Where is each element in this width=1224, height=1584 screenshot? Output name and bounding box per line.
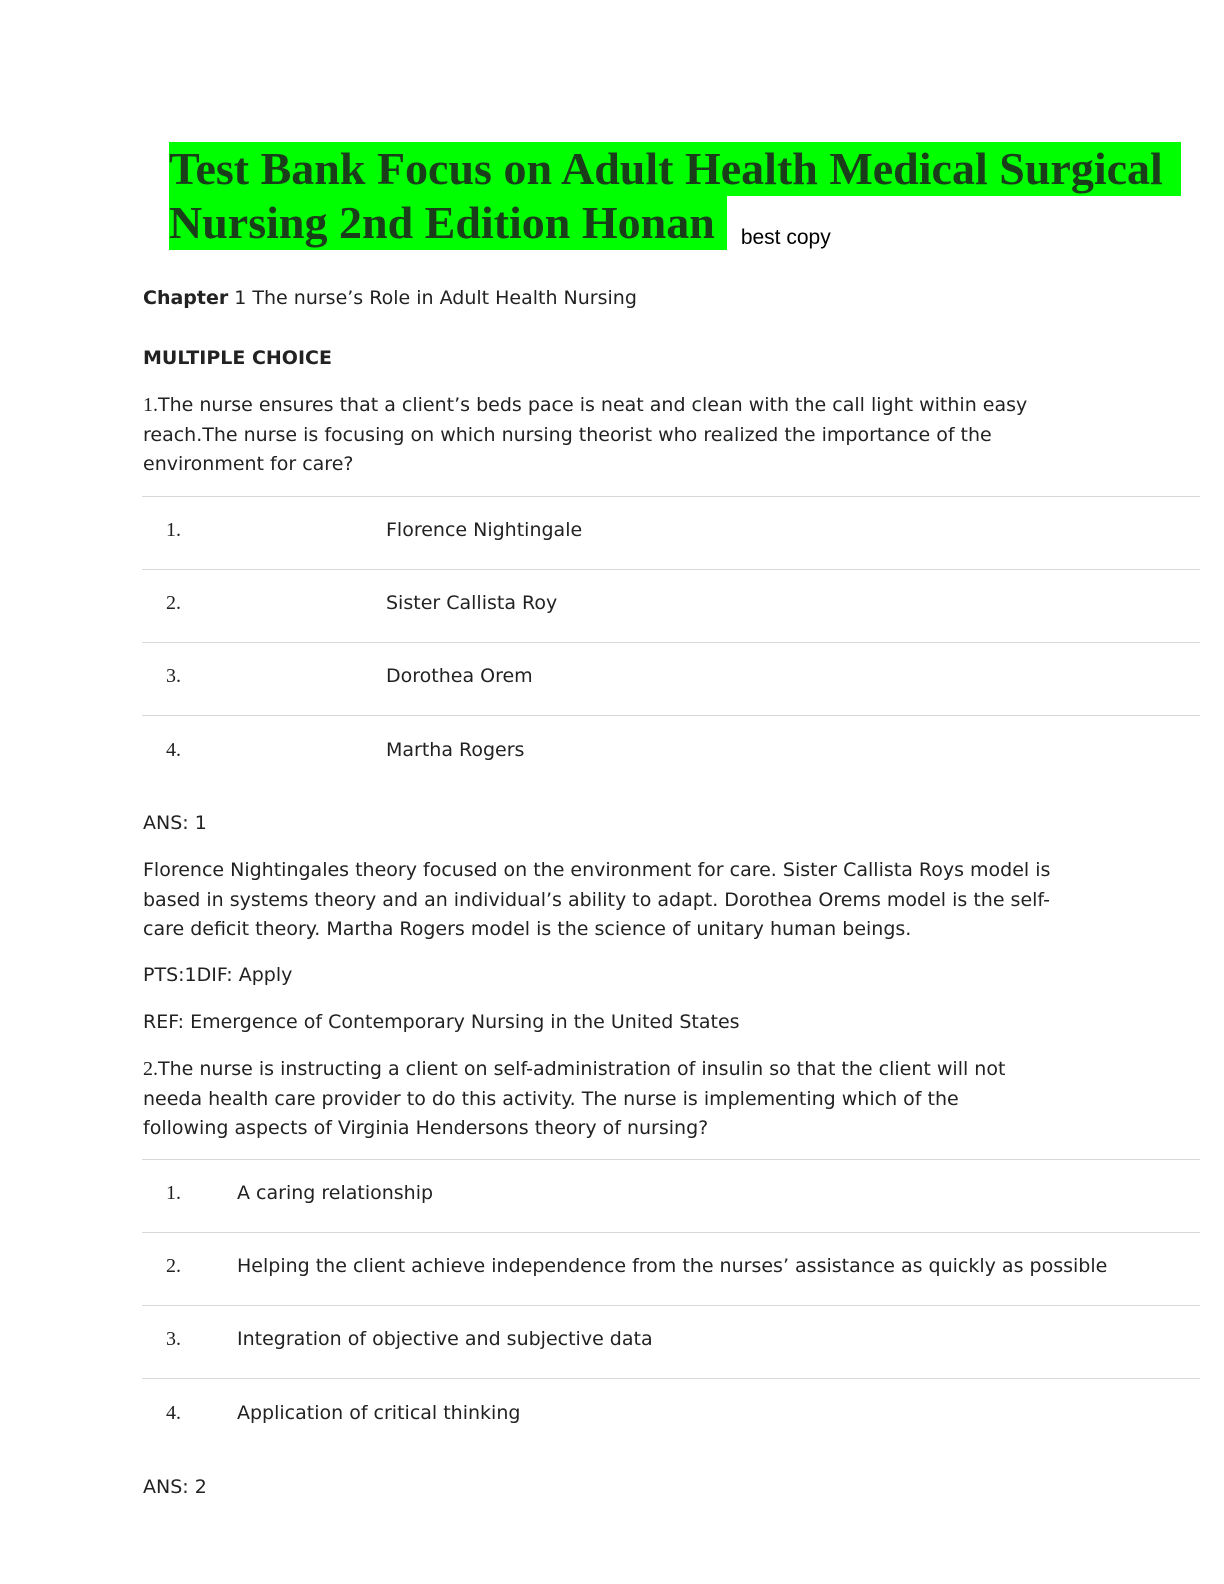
question-number: 1.: [143, 394, 158, 416]
section-heading: MULTIPLE CHOICE: [143, 347, 332, 369]
option-number: 2.: [166, 592, 181, 614]
option-number: 1.: [166, 519, 181, 541]
divider: [142, 1305, 1200, 1306]
option-text: Martha Rogers: [386, 739, 525, 761]
divider: [142, 569, 1200, 570]
rationale-line: based in systems theory and an individual’s ability to adapt. Dorothea Orems model is the self-: [143, 888, 1050, 911]
question-line: The nurse is instructing a client on self-administration of insulin so that the client will not: [158, 1058, 1006, 1080]
rationale-line: care deficit theory. Martha Rogers model is the science of unitary human beings.: [143, 918, 912, 940]
option-number: 2.: [166, 1255, 181, 1277]
option-text: Integration of objective and subjective data: [237, 1328, 653, 1350]
option-text: Dorothea Orem: [386, 665, 533, 687]
question-line: environment for care?: [143, 453, 354, 475]
option-text: Florence Nightingale: [386, 519, 583, 541]
option-text: A caring relationship: [237, 1182, 434, 1204]
option-text: Sister Callista Roy: [386, 592, 558, 614]
question-number: 2.: [143, 1058, 158, 1080]
reference: REF: Emergence of Contemporary Nursing in the United States: [143, 1011, 740, 1033]
question-line: The nurse ensures that a client’s beds pace is neat and clean with the call light within easy: [158, 394, 1028, 416]
divider: [142, 715, 1200, 716]
question-2-text: [143, 1055, 1005, 1144]
document-title: [169, 142, 1219, 265]
points-difficulty: PTS:1DIF: Apply: [143, 964, 293, 986]
chapter-heading: [143, 284, 637, 314]
rationale: [143, 856, 1050, 945]
divider: [142, 496, 1200, 497]
question-1-text: [143, 391, 1027, 480]
question-line: following aspects of Virginia Hendersons theory of nursing?: [143, 1117, 709, 1139]
option-text: Helping the client achieve independence from the nurses’ assistance as quickly as possible: [237, 1255, 1108, 1277]
question-line: reach.The nurse is focusing on which nursing theorist who realized the importance of the: [143, 423, 992, 446]
divider: [142, 1159, 1200, 1160]
option-text: Application of critical thinking: [237, 1402, 521, 1424]
title-line-1: Test Bank Focus on Adult Health Medical Surgical: [169, 142, 1181, 196]
option-number: 4.: [166, 1402, 181, 1424]
chapter-text: 1 The nurse’s Role in Adult Health Nursing: [234, 287, 637, 309]
question-line: needa health care provider to do this activity. The nurse is implementing which of the: [143, 1087, 959, 1110]
option-number: 3.: [166, 665, 181, 687]
divider: [142, 642, 1200, 643]
option-number: 4.: [166, 739, 181, 761]
divider: [142, 1378, 1200, 1379]
title-line-2: Nursing 2nd Edition Honan: [169, 196, 727, 250]
option-number: 3.: [166, 1328, 181, 1350]
title-suffix: best copy: [740, 226, 831, 249]
rationale-line: Florence Nightingales theory focused on the environment for care. Sister Callista Roys model is: [143, 859, 1051, 881]
chapter-label: Chapter: [143, 287, 229, 309]
answer: ANS: 2: [143, 1476, 207, 1498]
option-number: 1.: [166, 1182, 181, 1204]
divider: [142, 1232, 1200, 1233]
answer: ANS: 1: [143, 812, 207, 834]
